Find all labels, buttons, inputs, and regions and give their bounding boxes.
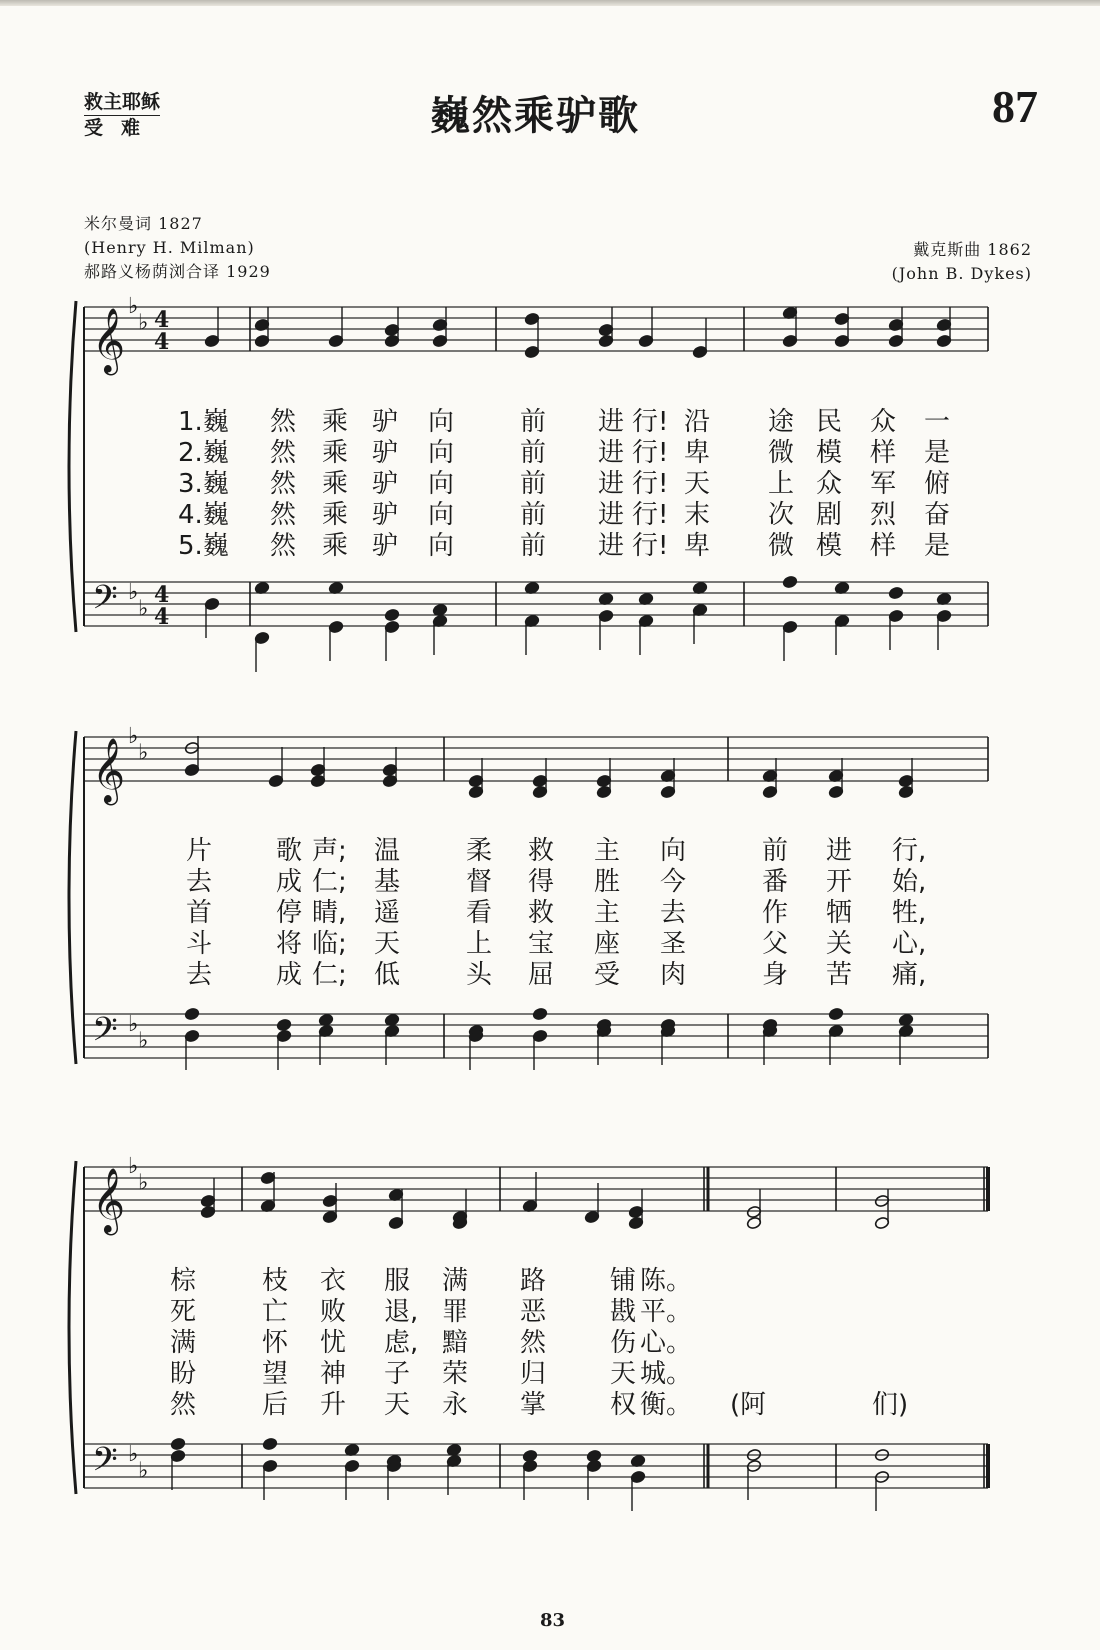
lyric-syllable: 沿 bbox=[684, 407, 711, 437]
lyric-syllable: 前 bbox=[520, 469, 547, 499]
lyric-syllable: 去 bbox=[186, 960, 213, 990]
lyric-syllable: 4.巍 bbox=[178, 500, 229, 530]
lyric-syllable: 衣 bbox=[320, 1266, 347, 1296]
lyric-syllable: 进 bbox=[826, 836, 853, 866]
lyric-syllable: 恶 bbox=[520, 1297, 547, 1327]
lyricist: 米尔曼词 1827 bbox=[84, 214, 203, 233]
system-brace bbox=[69, 301, 76, 632]
translators: 郝路义杨荫浏合译 1929 bbox=[84, 262, 271, 281]
lyric-syllable: 乘 bbox=[322, 438, 349, 468]
lyric-syllable: 荣 bbox=[442, 1359, 469, 1389]
lyric-syllable: 掌 bbox=[520, 1390, 547, 1420]
hymn-number: 87 bbox=[992, 81, 1038, 132]
lyric-syllable: 乘 bbox=[322, 500, 349, 530]
category-line-1: 救主耶稣 bbox=[84, 90, 160, 116]
page-number: 83 bbox=[540, 1610, 566, 1631]
note-head bbox=[828, 1007, 843, 1020]
lyric-syllable: 伤 bbox=[610, 1328, 637, 1358]
lyric-syllable: 胜 bbox=[594, 867, 621, 897]
lyric-syllable: 主 bbox=[594, 898, 621, 928]
lyric-syllable: 怀 bbox=[262, 1328, 289, 1358]
lyric-syllable: 得 bbox=[528, 867, 555, 897]
treble-clef-icon: 𝄞 bbox=[92, 308, 126, 373]
lyric-syllable: 驴 bbox=[372, 438, 399, 468]
lyric-syllable: 柔 bbox=[466, 836, 493, 866]
lyric-syllable: 上 bbox=[768, 469, 795, 499]
lyric-syllable: 路 bbox=[520, 1266, 547, 1296]
lyric-syllable: 众 bbox=[816, 469, 843, 499]
flat-icon: ♭ bbox=[128, 293, 139, 319]
lyric-syllable: 睛, bbox=[312, 898, 347, 928]
lyric-syllable: 圣 bbox=[660, 929, 687, 959]
lyric-syllable: 平。 bbox=[640, 1297, 693, 1327]
lyric-syllable: 陈。 bbox=[640, 1266, 693, 1296]
lyric-syllable: 去 bbox=[186, 867, 213, 897]
note-head bbox=[276, 1018, 291, 1031]
lyric-syllable: 行! bbox=[632, 500, 669, 530]
lyric-syllable: 模 bbox=[816, 531, 843, 561]
lyric-syllable: 牲, bbox=[892, 898, 927, 928]
lyric-syllable: 然 bbox=[270, 500, 297, 530]
lyric-syllable: 前 bbox=[520, 438, 547, 468]
lyric-syllable: 天 bbox=[384, 1390, 411, 1420]
lyric-syllable: 卑 bbox=[684, 438, 711, 468]
lyric-syllable: 神 bbox=[320, 1359, 347, 1389]
lyric-syllable: 临; bbox=[312, 929, 347, 959]
lyric-syllable: 罪 bbox=[442, 1297, 469, 1327]
lyric-syllable: 2.巍 bbox=[178, 438, 229, 468]
lyric-syllable: 前 bbox=[520, 531, 547, 561]
lyric-syllable: 向 bbox=[428, 407, 455, 437]
lyric-syllable: 剧 bbox=[816, 500, 843, 530]
note-head bbox=[262, 1437, 277, 1450]
lyric-syllable: 样 bbox=[870, 531, 897, 561]
lyric-syllable: 虑, bbox=[384, 1328, 419, 1358]
lyric-syllable: 望 bbox=[262, 1359, 289, 1389]
lyric-syllable: 遥 bbox=[374, 898, 401, 928]
lyric-syllable: 心。 bbox=[640, 1328, 693, 1358]
lyric-syllable: 向 bbox=[428, 500, 455, 530]
lyric-syllable: 苦 bbox=[826, 960, 853, 990]
flat-icon: ♭ bbox=[128, 1153, 139, 1179]
composer-english-name: (John B. Dykes) bbox=[891, 264, 1032, 283]
note-head bbox=[184, 1007, 199, 1020]
lyric-syllable: 铺 bbox=[610, 1266, 637, 1296]
lyric-syllable: 前 bbox=[520, 407, 547, 437]
lyric-syllable: 服 bbox=[384, 1266, 411, 1296]
treble-clef-icon: 𝄞 bbox=[92, 1168, 126, 1233]
lyric-syllable: 权 bbox=[610, 1390, 637, 1420]
lyric-syllable: 后 bbox=[262, 1390, 289, 1420]
lyric-syllable: 痛, bbox=[892, 960, 927, 990]
lyric-syllable: 仁; bbox=[312, 960, 347, 990]
lyric-syllable: 声; bbox=[312, 836, 347, 866]
lyric-syllable: 模 bbox=[816, 438, 843, 468]
lyric-syllable: 督 bbox=[466, 867, 493, 897]
lyric-syllable: 歌 bbox=[276, 836, 303, 866]
lyric-syllable: 座 bbox=[594, 929, 621, 959]
lyric-syllable: 心, bbox=[892, 929, 927, 959]
lyric-syllable: 满 bbox=[170, 1328, 197, 1358]
lyric-syllable: 看 bbox=[466, 898, 493, 928]
flat-icon: ♭ bbox=[128, 723, 139, 749]
lyric-syllable: 行! bbox=[632, 469, 669, 499]
lyric-syllable: 进 bbox=[598, 531, 625, 561]
lyric-syllable: 然 bbox=[270, 438, 297, 468]
lyric-syllable: 进 bbox=[598, 469, 625, 499]
lyric-syllable: 始, bbox=[892, 867, 927, 897]
lyric-syllable: 行! bbox=[632, 531, 669, 561]
lyric-syllable: 衡。 bbox=[640, 1390, 693, 1420]
lyric-syllable: 子 bbox=[384, 1359, 411, 1389]
lyric-syllable: 头 bbox=[466, 960, 493, 990]
time-sig-numeral: 4 bbox=[154, 329, 170, 355]
lyric-syllable: 然 bbox=[170, 1390, 197, 1420]
flat-icon: ♭ bbox=[128, 579, 139, 605]
lyric-syllable: 行, bbox=[892, 836, 927, 866]
time-sig-numeral: 4 bbox=[154, 604, 170, 630]
lyric-syllable: 是 bbox=[924, 438, 951, 468]
category-line-2: 受难 bbox=[84, 117, 159, 139]
lyric-syllable: 宝 bbox=[528, 929, 555, 959]
lyric-syllable: 受 bbox=[594, 960, 621, 990]
lyric-syllable: 进 bbox=[598, 500, 625, 530]
lyric-syllable: 驴 bbox=[372, 531, 399, 561]
lyric-syllable: 低 bbox=[374, 960, 401, 990]
lyric-syllable: 成 bbox=[276, 960, 303, 990]
lyric-syllable: 永 bbox=[442, 1390, 469, 1420]
flat-icon: ♭ bbox=[128, 1011, 139, 1037]
lyricist-english-name: (Henry H. Milman) bbox=[84, 238, 255, 257]
lyric-syllable: 天 bbox=[610, 1359, 637, 1389]
lyric-syllable: 归 bbox=[520, 1359, 547, 1389]
lyric-syllable: 退, bbox=[384, 1297, 419, 1327]
bass-clef-icon: 𝄢 bbox=[92, 1441, 118, 1487]
lyric-syllable: 1.巍 bbox=[178, 407, 229, 437]
lyric-syllable: 进 bbox=[598, 438, 625, 468]
lyric-syllable: 乘 bbox=[322, 531, 349, 561]
lyric-syllable: 牺 bbox=[826, 898, 853, 928]
flat-icon: ♭ bbox=[138, 1169, 149, 1196]
lyric-syllable: 肉 bbox=[660, 960, 687, 990]
lyric-syllable: 驴 bbox=[372, 500, 399, 530]
lyric-syllable: 向 bbox=[428, 531, 455, 561]
lyric-syllable: 5.巍 bbox=[178, 531, 229, 561]
note-head bbox=[888, 586, 903, 599]
lyric-syllable: 一 bbox=[924, 407, 951, 437]
time-sig-numeral: 4 bbox=[154, 582, 170, 608]
lyric-syllable: 民 bbox=[816, 407, 843, 437]
lyric-syllable: 升 bbox=[320, 1390, 347, 1420]
lyric-syllable: 向 bbox=[660, 836, 687, 866]
lyric-syllable: 行! bbox=[632, 407, 669, 437]
lyric-syllable: 然 bbox=[270, 469, 297, 499]
lyric-syllable: 向 bbox=[428, 469, 455, 499]
lyric-syllable: 救 bbox=[528, 898, 555, 928]
note-head bbox=[384, 608, 399, 621]
lyric-syllable: 仁; bbox=[312, 867, 347, 897]
lyric-syllable: 乘 bbox=[322, 407, 349, 437]
lyric-syllable: 开 bbox=[826, 867, 853, 897]
amen-syllable: (阿 bbox=[730, 1390, 767, 1420]
lyric-syllable: 是 bbox=[924, 531, 951, 561]
lyric-syllable: 然 bbox=[270, 407, 297, 437]
lyric-syllable: 亡 bbox=[262, 1297, 289, 1327]
lyric-syllable: 首 bbox=[186, 898, 213, 928]
lyric-syllable: 向 bbox=[428, 438, 455, 468]
lyric-syllable: 死 bbox=[170, 1297, 197, 1327]
composer: 戴克斯曲 1862 bbox=[913, 240, 1032, 259]
lyric-syllable: 黯 bbox=[442, 1328, 469, 1358]
lyric-syllable: 乘 bbox=[322, 469, 349, 499]
lyric-syllable: 驴 bbox=[372, 469, 399, 499]
lyric-syllable: 前 bbox=[520, 500, 547, 530]
bass-clef-icon: 𝄢 bbox=[92, 579, 118, 625]
lyric-syllable: 基 bbox=[374, 867, 401, 897]
lyric-syllable: 作 bbox=[762, 898, 789, 928]
system-brace bbox=[69, 731, 76, 1064]
lyric-syllable: 成 bbox=[276, 867, 303, 897]
lyric-syllable: 今 bbox=[660, 867, 687, 897]
lyric-syllable: 末 bbox=[684, 500, 711, 530]
lyric-syllable: 盼 bbox=[170, 1359, 197, 1389]
bass-clef-icon: 𝄢 bbox=[92, 1011, 118, 1057]
amen-syllable: 们) bbox=[872, 1390, 909, 1420]
lyric-syllable: 然 bbox=[520, 1328, 547, 1358]
flat-icon: ♭ bbox=[138, 309, 149, 336]
treble-clef-icon: 𝄞 bbox=[92, 738, 126, 803]
lyric-syllable: 驴 bbox=[372, 407, 399, 437]
lyric-syllable: 忧 bbox=[320, 1328, 347, 1358]
lyric-syllable: 斗 bbox=[186, 929, 213, 959]
lyric-syllable: 去 bbox=[660, 898, 687, 928]
lyric-syllable: 戡 bbox=[610, 1297, 637, 1327]
lyric-syllable: 次 bbox=[768, 500, 795, 530]
lyric-syllable: 微 bbox=[768, 438, 795, 468]
lyric-syllable: 众 bbox=[870, 407, 897, 437]
lyric-syllable: 上 bbox=[466, 929, 493, 959]
time-sig-numeral: 4 bbox=[154, 307, 170, 333]
lyric-syllable: 途 bbox=[768, 407, 795, 437]
lyric-syllable: 停 bbox=[276, 898, 303, 928]
flat-icon: ♭ bbox=[128, 1441, 139, 1467]
lyric-syllable: 救 bbox=[528, 836, 555, 866]
lyric-syllable: 烈 bbox=[870, 500, 897, 530]
flat-icon: ♭ bbox=[138, 595, 149, 622]
lyric-syllable: 棕 bbox=[170, 1266, 197, 1296]
lyric-syllable: 天 bbox=[374, 929, 401, 959]
lyric-syllable: 行! bbox=[632, 438, 669, 468]
lyric-syllable: 枝 bbox=[262, 1266, 289, 1296]
lyric-syllable: 天 bbox=[684, 469, 711, 499]
lyric-syllable: 将 bbox=[276, 929, 303, 959]
lyric-syllable: 军 bbox=[870, 469, 897, 499]
lyric-syllable: 微 bbox=[768, 531, 795, 561]
flat-icon: ♭ bbox=[138, 1457, 149, 1484]
lyric-syllable: 俯 bbox=[924, 469, 951, 499]
lyric-syllable: 进 bbox=[598, 407, 625, 437]
lyric-syllable: 关 bbox=[826, 929, 853, 959]
lyric-syllable: 温 bbox=[374, 836, 401, 866]
lyric-syllable: 主 bbox=[594, 836, 621, 866]
lyric-syllable: 样 bbox=[870, 438, 897, 468]
lyric-syllable: 身 bbox=[762, 960, 789, 990]
lyric-syllable: 片 bbox=[186, 836, 213, 866]
note-head bbox=[532, 1007, 547, 1020]
lyric-syllable: 城。 bbox=[640, 1359, 693, 1389]
note-head bbox=[170, 1437, 185, 1450]
system-brace bbox=[69, 1161, 76, 1494]
lyric-syllable: 3.巍 bbox=[178, 469, 229, 499]
note-head bbox=[782, 575, 797, 588]
lyric-syllable: 番 bbox=[762, 867, 789, 897]
lyric-syllable: 满 bbox=[442, 1266, 469, 1296]
lyric-syllable: 卑 bbox=[684, 531, 711, 561]
lyric-syllable: 然 bbox=[270, 531, 297, 561]
lyric-syllable: 奋 bbox=[924, 500, 951, 530]
flat-icon: ♭ bbox=[138, 1027, 149, 1054]
lyric-syllable: 父 bbox=[762, 929, 789, 959]
lyric-syllable: 屈 bbox=[528, 960, 555, 990]
hymn-title: 巍然乘驴歌 bbox=[430, 93, 640, 139]
lyric-syllable: 前 bbox=[762, 836, 789, 866]
lyric-syllable: 败 bbox=[320, 1297, 347, 1327]
flat-icon: ♭ bbox=[138, 739, 149, 766]
